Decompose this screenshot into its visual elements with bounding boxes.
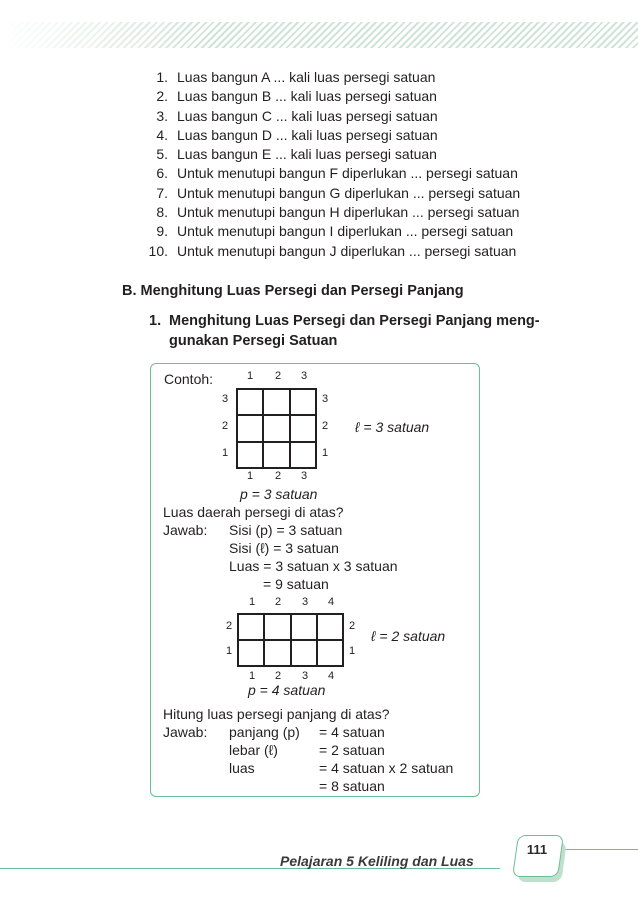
grid-cell xyxy=(290,389,316,415)
list-item: 1. Luas bangun A ... kali luas persegi satuan xyxy=(156,69,436,85)
example-label: Contoh: xyxy=(164,371,214,387)
rectangle-width-label: ℓ = 2 satuan xyxy=(371,628,446,644)
grid-cell xyxy=(263,442,289,468)
grid-cell xyxy=(290,442,316,468)
grid-cell xyxy=(264,640,290,666)
list-item: 10. Untuk menutupi bangun J diperlukan ... persegi satuan xyxy=(148,242,517,259)
tick-label: 3 xyxy=(301,470,308,482)
list-item: 9. Untuk menutupi bangun I diperlukan ... persegi satuan xyxy=(156,223,514,240)
answer-line: Sisi (p) = 3 satuan xyxy=(229,522,343,538)
list-item: 6. Untuk menutupi bangun F diperlukan ... persegi satuan xyxy=(156,165,518,182)
page-number: 111 xyxy=(526,842,548,857)
section-heading: B. Menghitung Luas Persegi dan Persegi Panjang xyxy=(122,283,464,299)
tick-label: 3 xyxy=(302,670,309,682)
tick-label: 4 xyxy=(328,596,335,608)
footer-rule-right xyxy=(555,849,638,850)
grid-cell xyxy=(237,442,263,468)
grid-cell xyxy=(238,614,264,640)
tick-label: 1 xyxy=(249,596,256,608)
tick-label: 2 xyxy=(275,670,282,682)
square-width-label: ℓ = 3 satuan xyxy=(355,419,430,435)
tick-label: 2 xyxy=(226,620,233,632)
grid-cell xyxy=(263,389,289,415)
tick-label: 1 xyxy=(322,447,329,459)
list-item: 7. Untuk menutupi bangun G diperlukan ... persegi satuan xyxy=(156,184,521,201)
tick-label: 1 xyxy=(247,370,254,382)
tick-label: 1 xyxy=(247,470,254,482)
tick-label: 4 xyxy=(328,670,335,682)
footer-chapter-title: Pelajaran 5 Keliling dan Luas xyxy=(280,853,474,869)
grid-cell xyxy=(317,640,343,666)
grid-cell xyxy=(291,614,317,640)
answer-row-value: = 4 satuan xyxy=(319,724,385,740)
answer-row-value: = 2 satuan xyxy=(319,742,385,758)
answer-row-label: lebar (ℓ) xyxy=(229,742,278,758)
tick-label: 1 xyxy=(249,670,256,682)
grid-cell xyxy=(263,415,289,441)
example-box xyxy=(150,363,480,797)
rectangle-grid xyxy=(237,613,344,667)
subsection-title: Menghitung Luas Persegi dan Persegi Panjang meng-gunakan Persegi Satuan xyxy=(169,313,540,349)
grid-cell xyxy=(238,640,264,666)
grid-cell xyxy=(291,640,317,666)
answer-line: Sisi (ℓ) = 3 satuan xyxy=(229,540,339,556)
answer-row-label: panjang (p) xyxy=(229,724,300,740)
tick-label: 3 xyxy=(222,393,229,405)
answer-row-label: luas xyxy=(229,760,255,776)
list-item: 5. Luas bangun E ... kali luas persegi satuan xyxy=(156,146,437,163)
answer-label: Jawab: xyxy=(163,522,208,538)
grid-cell xyxy=(264,614,290,640)
subsection-number: 1. xyxy=(149,313,162,329)
grid-cell xyxy=(237,415,263,441)
answer-line: Luas = 3 satuan x 3 satuan xyxy=(229,558,398,574)
square-length-label: p = 3 satuan xyxy=(240,486,318,502)
tick-label: 2 xyxy=(322,420,329,432)
answer-row-value: = 8 satuan xyxy=(319,778,385,794)
list-item: 8. Untuk menutupi bangun H diperlukan ... persegi satuan xyxy=(156,204,520,221)
grid-cell xyxy=(290,415,316,441)
answer-label: Jawab: xyxy=(163,724,208,740)
answer-line: = 9 satuan xyxy=(263,576,329,592)
list-item: 4. Luas bangun D ... kali luas persegi satuan xyxy=(156,126,438,143)
tick-label: 3 xyxy=(302,596,309,608)
tick-label: 1 xyxy=(226,645,233,657)
question-square: Luas daerah persegi di atas? xyxy=(163,504,344,520)
tick-label: 1 xyxy=(349,645,356,657)
tick-label: 2 xyxy=(275,596,282,608)
question-list xyxy=(140,68,520,261)
tick-label: 3 xyxy=(301,370,308,382)
question-rectangle: Hitung luas persegi panjang di atas? xyxy=(163,706,390,722)
grid-cell xyxy=(237,389,263,415)
tick-label: 1 xyxy=(222,447,229,459)
tick-label: 2 xyxy=(275,470,282,482)
list-item: 3. Luas bangun C ... kali luas persegi satuan xyxy=(156,107,438,124)
header-stripe-band xyxy=(0,22,638,48)
grid-cell xyxy=(317,614,343,640)
tick-label: 2 xyxy=(349,620,356,632)
tick-label: 2 xyxy=(275,370,282,382)
answer-row-value: = 4 satuan x 2 satuan xyxy=(319,760,454,776)
tick-label: 3 xyxy=(322,393,329,405)
square-grid xyxy=(236,388,317,469)
list-item: 2. Luas bangun B ... kali luas persegi satuan xyxy=(156,88,437,105)
rectangle-length-label: p = 4 satuan xyxy=(248,682,326,698)
tick-label: 2 xyxy=(222,420,229,432)
